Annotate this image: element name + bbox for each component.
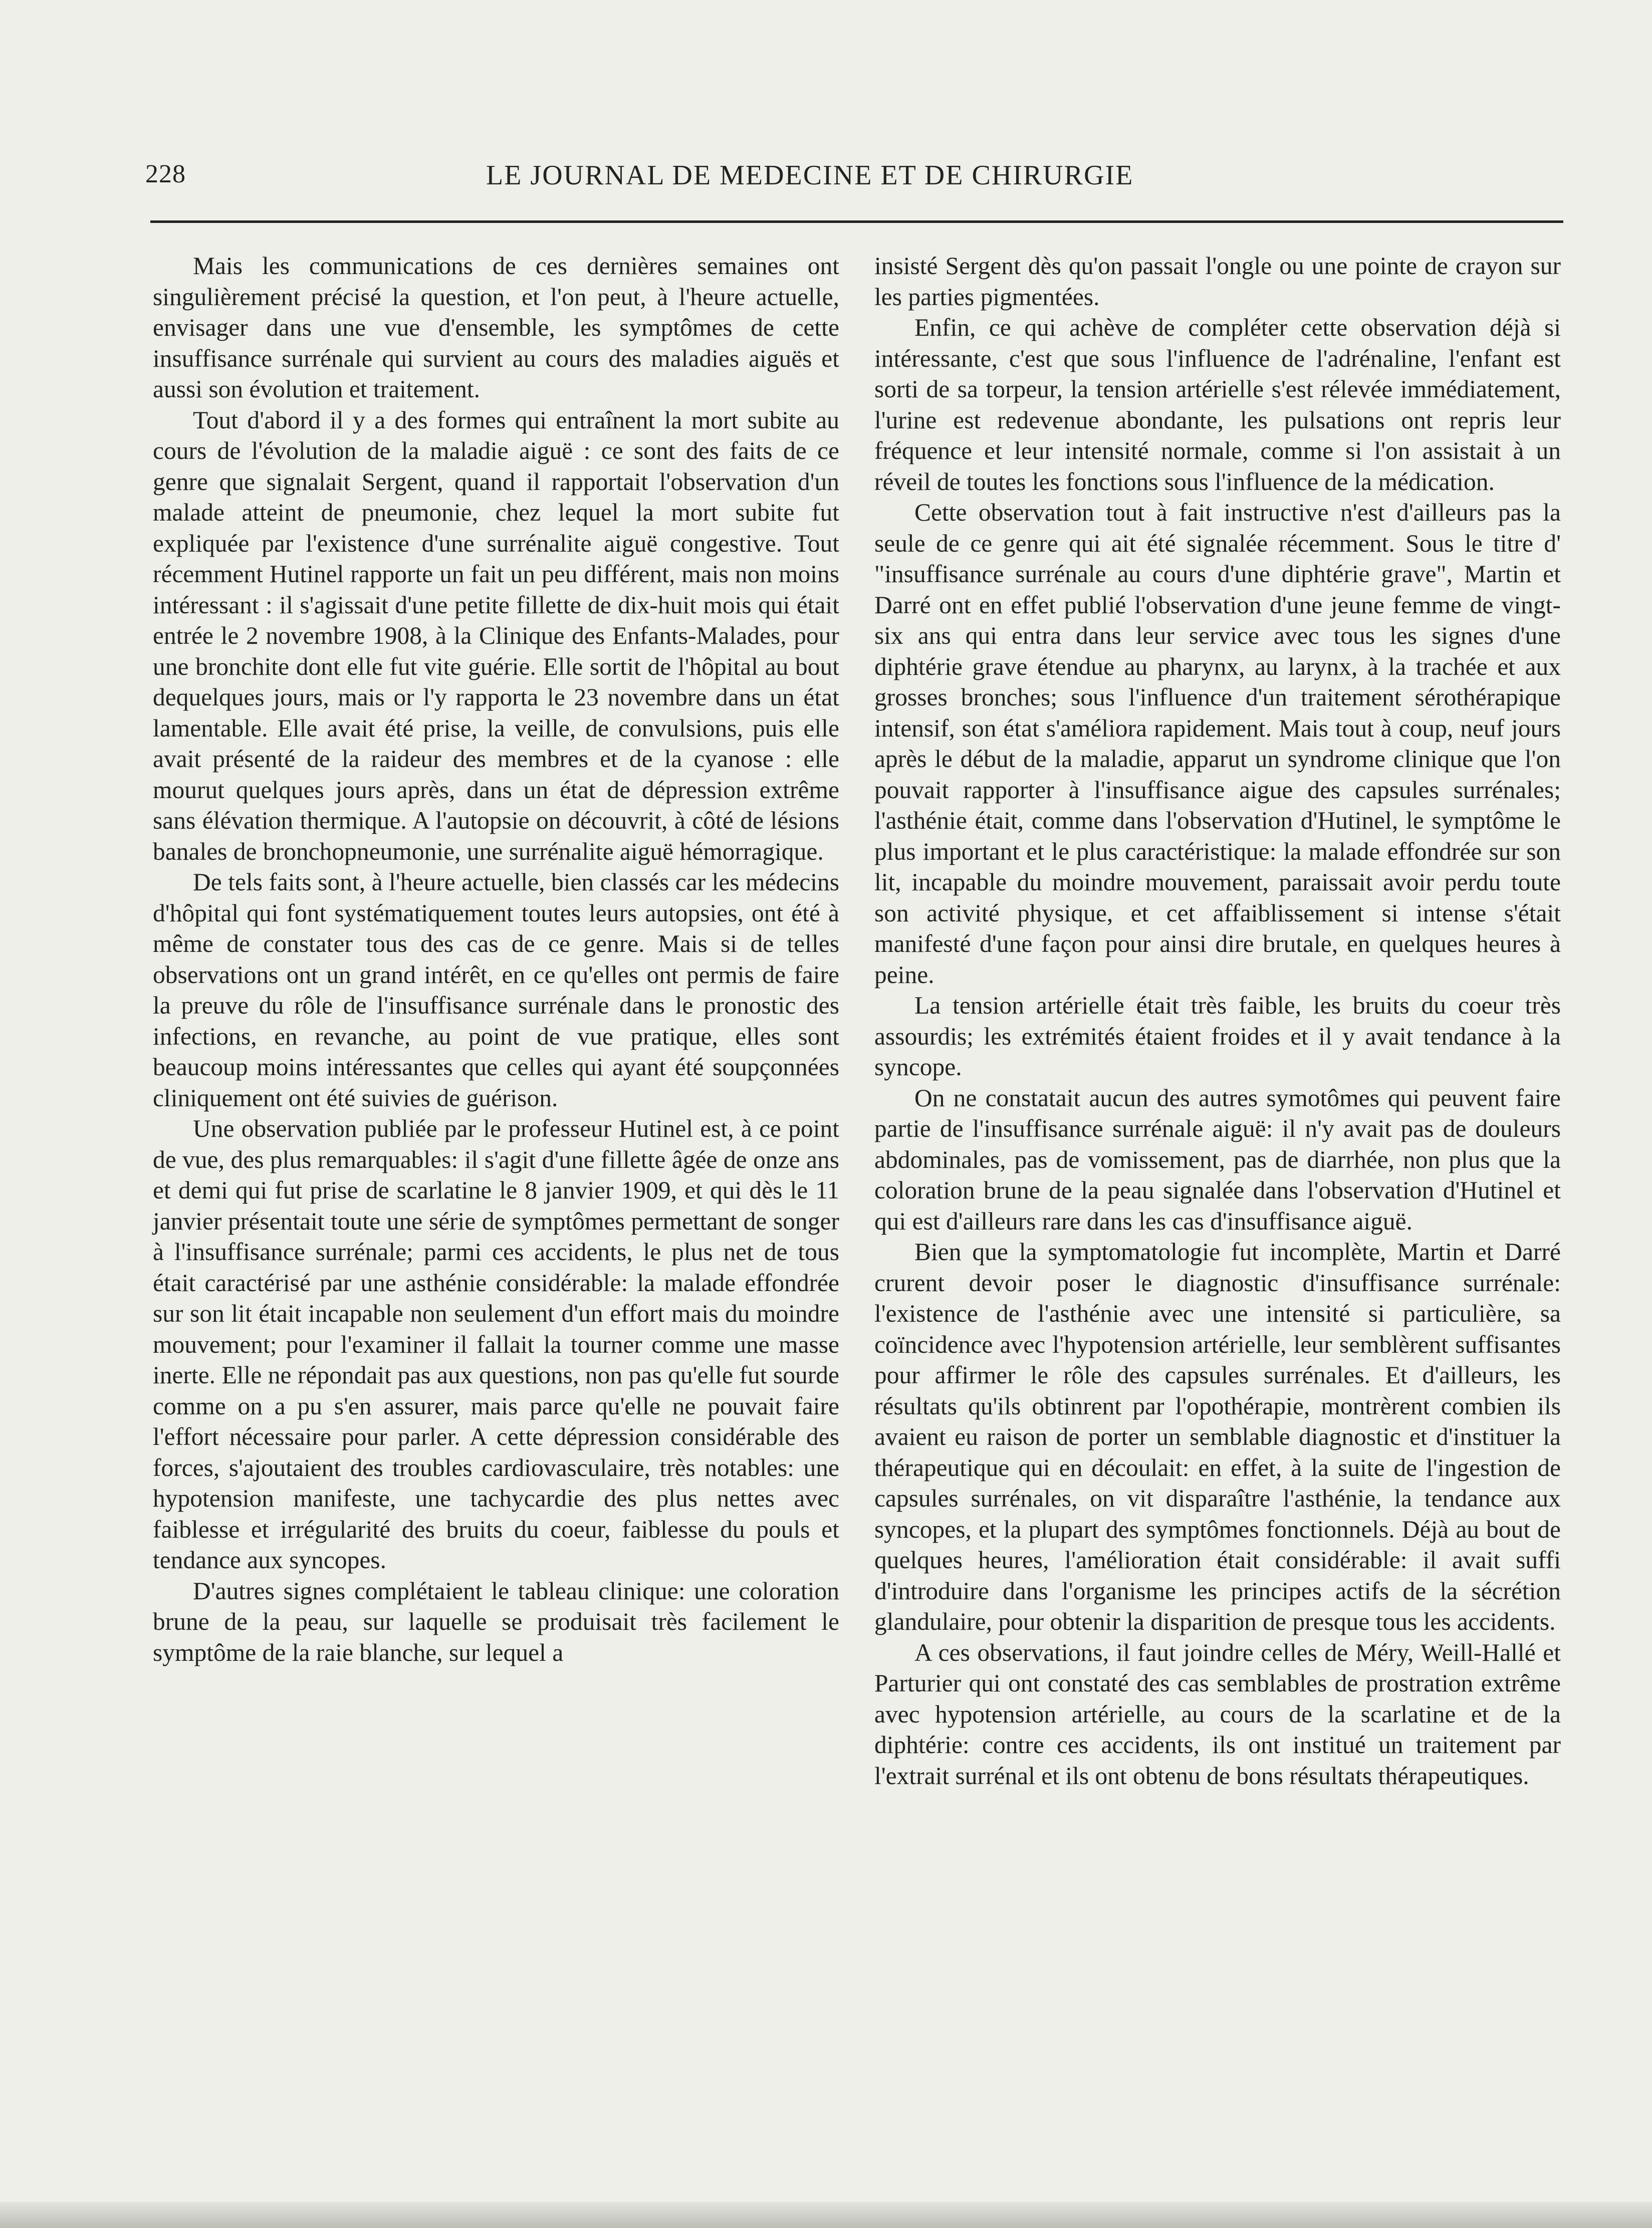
page-bottom-edge [0, 2202, 1652, 2228]
paragraph: insisté Sergent dès qu'on passait l'ongle ou une pointe de crayon sur les parties pigmentées. [874, 252, 1561, 311]
paragraph: A ces observations, il faut joindre celles de Méry, Weill-Hallé et Parturier qui ont constaté des cas semblables de prostration extrême avec hypotension artérielle, au cours de la scarlatine et de la diphtérie: contre ces accidents, ils ont institué un traitement par l'extrait surrénal et ils ont obtenu de bons résultats thérapeutiques. [874, 1638, 1561, 1790]
left-column [153, 251, 839, 1668]
paragraph: Une observation publiée par le professeur Hutinel est, à ce point de vue, des plus remarquables: il s'agit d'une fillette âgée de onze ans et demi qui fut prise de scarlatine le 8 janvier 1909, et qui dès le 11 janvier présentait toute une série de symptômes permettant de songer à l'insuffisance surrénale; parmi ces accidents, le plus net de tous était caractérisé par une asthénie considérable: la malade effondrée sur son lit était incapable non seulement d'un effort mais du moindre mouvement; pour l'examiner il fallait la tourner comme une masse inerte. Elle ne répondait pas aux questions, non pas qu'elle fut sourde comme on a pu s'en assurer, mais parce qu'elle ne pouvait faire l'effort nécessaire pour parler. A cette dépression considérable des forces, s'ajoutaient des troubles cardiovasculaire, très notables: une hypotension manifeste, une tachycardie des plus nettes avec faiblesse et irrégularité des bruits du coeur, faiblesse du pouls et tendance aux syncopes. [153, 1115, 839, 1574]
paragraph: Enfin, ce qui achève de compléter cette observation déjà si intéressante, c'est que sous l'influence de l'adrénaline, l'enfant est sorti de sa torpeur, la tension artérielle s'est rélevée immédiatement, l'urine est redevenue abondante, les pulsations ont repris leur fréquence et leur intensité normale, comme si l'on assistait à un réveil de toutes les fonctions sous l'influence de la médication. [874, 314, 1561, 496]
paragraph: Mais les communications de ces dernières semaines ont singulièrement précisé la question, et l'on peut, à l'heure actuelle, envisager dans une vue d'ensemble, les symptômes de cette insuffisance surrénale qui survient au cours des maladies aiguës et aussi son évolution et traitement. [153, 252, 839, 403]
paragraph: D'autres signes complétaient le tableau clinique: une coloration brune de la peau, sur laquelle se produisait très facilement le symptôme de la raie blanche, sur lequel a [153, 1577, 839, 1666]
header-rule [150, 220, 1563, 223]
page-header [145, 150, 1568, 205]
paragraph: De tels faits sont, à l'heure actuelle, bien classés car les médecins d'hôpital qui font systématiquement toutes leurs autopsies, ont été à même de constater tous des cas de ce genre. Mais si de telles observations ont un grand intérêt, en ce qu'elles ont permis de faire la preuve du rôle de l'insuffisance surrénale dans le pronostic des infections, en revanche, au point de vue pratique, elles sont beaucoup moins intéressantes que celles qui ayant été soupçonnées cliniquement ont été suivies de guérison. [153, 868, 839, 1112]
paragraph: Cette observation tout à fait instructive n'est d'ailleurs pas la seule de ce genre qui ait été signalée récemment. Sous le titre d' "insuffisance surrénale au cours d'une diphtérie grave", Martin et Darré ont en effet publié l'observation d'une jeune femme de vingt-six ans qui entra dans leur service avec tous les signes d'une diphtérie grave étendue au pharynx, au larynx, à la trachée et aux grosses bronches; sous l'influence d'un traitement sérothérapique intensif, son état s'améliora rapidement. Mais tout à coup, neuf jours après le début de la maladie, apparut un syndrome clinique que l'on pouvait rapporter à l'insuffisance aigue des capsules surrénales; l'asthénie était, comme dans l'observation d'Hutinel, le symptôme le plus important et le plus caractéristique: la malade effondrée sur son lit, incapable du moindre mouvement, paraissait avoir perdu toute son activité physique, et cet affaiblissement si intense s'était manifesté d'une façon pour ainsi dire brutale, en quelques heures à peine. [874, 499, 1561, 988]
paragraph: On ne constatait aucun des autres symotômes qui peuvent faire partie de l'insuffisance surrénale aiguë: il n'y avait pas de douleurs abdominales, pas de vomissement, pas de diarrhée, non plus que la coloration brune de la peau signalée dans l'observation d'Hutinel et qui est d'ailleurs rare dans les cas d'insuffisance aiguë. [874, 1084, 1561, 1235]
paragraph: La tension artérielle était très faible, les bruits du coeur très assourdis; les extrémités étaient froides et il y avait tendance à la syncope. [874, 992, 1561, 1081]
page-number: 228 [145, 160, 186, 188]
paragraph: Bien que la symptomatologie fut incomplète, Martin et Darré crurent devoir poser le diagnostic d'insuffisance surrénale: l'existence de l'asthénie avec une intensité si particulière, sa coïncidence avec l'hypotension artérielle, leur semblèrent suffisantes pour affirmer le rôle des capsules surrénales. Et d'ailleurs, les résultats qu'ils obtinrent par l'opothérapie, montrèrent combien ils avaient eu raison de porter un semblable diagnostic et d'instituer la thérapeutique qui en découlait: en effet, à la suite de l'ingestion de capsules surrénales, on vit disparaître l'asthénie, la tendance aux syncopes, et la plupart des symptômes fonctionnels. Déjà au bout de quelques heures, l'amélioration était considérable: il avait suffi d'introduire dans l'organisme les principes actifs de la sécrétion glandulaire, pour obtenir la disparition de presque tous les accidents. [874, 1238, 1561, 1635]
running-title: LE JOURNAL DE MEDECINE ET DE CHIRURGIE [486, 160, 1134, 191]
right-column [874, 251, 1561, 1791]
paragraph: Tout d'abord il y a des formes qui entraînent la mort subite au cours de l'évolution de la maladie aiguë : ce sont des faits de ce genre que signalait Sergent, quand il rapportait l'observation d'un malade atteint de pneumonie, chez lequel la mort subite fut expliquée par l'existence d'une surrénalite aiguë congestive. Tout récemment Hutinel rapporte un fait un peu différent, mais non moins intéressant : il s'agissait d'une petite fillette de dix-huit mois qui était entrée le 2 novembre 1908, à la Clinique des Enfants-Malades, pour une bronchite dont elle fut vite guérie. Elle sortit de l'hôpital au bout dequelques jours, mais or l'y rapporta le 23 novembre dans un état lamentable. Elle avait été prise, la veille, de convulsions, puis elle avait présenté de la raideur des membres et de la cyanose : elle mourut quelques jours après, dans un état de dépression extrême sans élévation thermique. A l'autopsie on découvrit, à côté de lésions banales de bronchopneumonie, une surrénalite aiguë hémorragique. [153, 406, 839, 865]
